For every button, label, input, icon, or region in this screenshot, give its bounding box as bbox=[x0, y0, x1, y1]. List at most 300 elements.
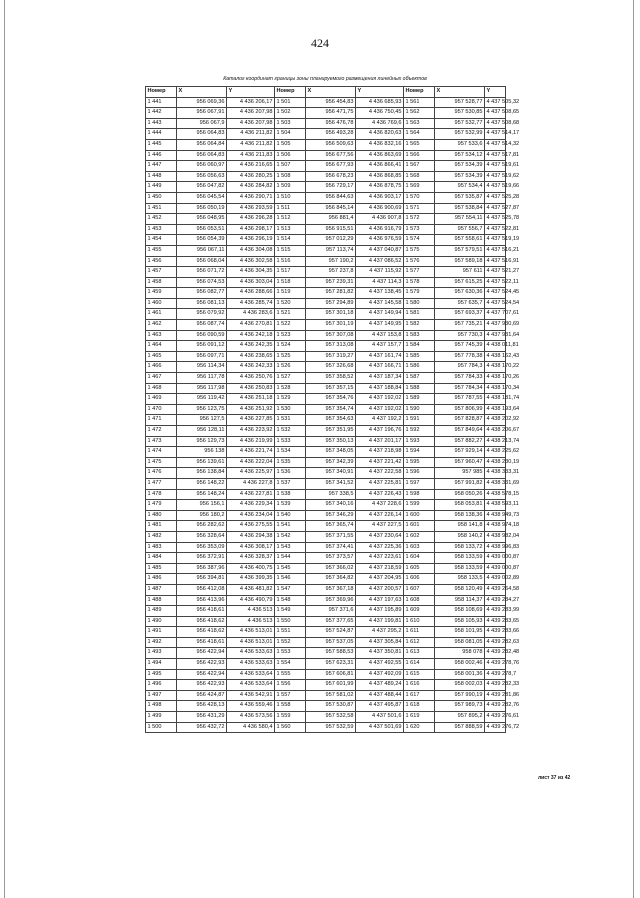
x-coordinate-cell: 956 282,62 bbox=[177, 521, 227, 532]
y-coordinate-cell: 4 436 533,64 bbox=[227, 680, 275, 691]
table-row bbox=[146, 637, 506, 648]
x-coordinate-cell: 957 354,63 bbox=[306, 415, 356, 426]
table-row bbox=[146, 171, 506, 182]
point-number-cell: 1 451 bbox=[146, 203, 177, 214]
point-number-cell: 1 555 bbox=[275, 669, 306, 680]
y-coordinate-cell: 4 439 276,61 bbox=[485, 712, 506, 723]
table-row bbox=[146, 394, 506, 405]
x-coordinate-cell: 956 050,19 bbox=[177, 203, 227, 214]
point-number-cell: 1 551 bbox=[275, 627, 306, 638]
x-coordinate-cell: 957 354,76 bbox=[306, 394, 356, 405]
y-coordinate-cell: 4 436 866,41 bbox=[356, 161, 404, 172]
y-coordinate-cell: 4 439 281,86 bbox=[485, 690, 506, 701]
y-coordinate-cell: 4 437 114,3 bbox=[356, 277, 404, 288]
x-coordinate-cell: 958 114,37 bbox=[435, 595, 485, 606]
y-coordinate-cell: 4 438 996,83 bbox=[485, 542, 506, 553]
x-coordinate-cell: 957 532,77 bbox=[435, 118, 485, 129]
x-coordinate-cell: 956 156,1 bbox=[177, 500, 227, 511]
y-coordinate-cell: 4 436 275,55 bbox=[227, 521, 275, 532]
y-coordinate-cell: 4 437 200,57 bbox=[356, 584, 404, 595]
x-coordinate-cell: 956 845,14 bbox=[306, 203, 356, 214]
x-coordinate-cell: 957 806,99 bbox=[435, 404, 485, 415]
y-coordinate-cell: 4 439 283,99 bbox=[485, 606, 506, 617]
y-coordinate-cell: 4 436 903,17 bbox=[356, 192, 404, 203]
y-coordinate-cell: 4 436 251,92 bbox=[227, 404, 275, 415]
x-coordinate-cell: 957 358,52 bbox=[306, 373, 356, 384]
point-number-cell: 1 599 bbox=[404, 500, 435, 511]
point-number-cell: 1 617 bbox=[404, 690, 435, 701]
y-coordinate-cell: 4 436 685,93 bbox=[356, 97, 404, 108]
x-coordinate-cell: 957 377,65 bbox=[306, 616, 356, 627]
x-coordinate-cell: 956 677,93 bbox=[306, 161, 356, 172]
point-number-cell: 1 532 bbox=[275, 426, 306, 437]
x-coordinate-cell: 956 045,54 bbox=[177, 192, 227, 203]
y-coordinate-cell: 4 436 533,64 bbox=[227, 669, 275, 680]
coordinates-table bbox=[145, 86, 520, 733]
x-coordinate-cell: 957 294,89 bbox=[306, 298, 356, 309]
x-coordinate-cell: 957 787,55 bbox=[435, 394, 485, 405]
x-coordinate-cell: 958 105,93 bbox=[435, 616, 485, 627]
y-coordinate-cell: 4 438 982,04 bbox=[485, 531, 506, 542]
point-number-cell: 1 522 bbox=[275, 320, 306, 331]
y-coordinate-cell: 4 437 930,69 bbox=[485, 320, 506, 331]
y-coordinate-cell: 4 437 199,81 bbox=[356, 616, 404, 627]
y-coordinate-cell: 4 437 707,61 bbox=[485, 309, 506, 320]
x-coordinate-cell: 956 881,4 bbox=[306, 214, 356, 225]
y-coordinate-cell: 4 437 086,52 bbox=[356, 256, 404, 267]
point-number-cell: 1 510 bbox=[275, 192, 306, 203]
y-coordinate-cell: 4 436 242,33 bbox=[227, 362, 275, 373]
x-coordinate-cell: 958 120,49 bbox=[435, 584, 485, 595]
table-row bbox=[146, 362, 506, 373]
table-row bbox=[146, 235, 506, 246]
x-coordinate-cell: 956 067,11 bbox=[177, 245, 227, 256]
y-coordinate-cell: 4 436 298,17 bbox=[227, 224, 275, 235]
table-row bbox=[146, 627, 506, 638]
x-coordinate-cell: 957 371,6 bbox=[306, 606, 356, 617]
y-coordinate-cell: 4 437 040,87 bbox=[356, 245, 404, 256]
y-coordinate-cell: 4 436 580,4 bbox=[227, 722, 275, 733]
y-coordinate-cell: 4 439 282,76 bbox=[485, 701, 506, 712]
point-number-cell: 1 534 bbox=[275, 447, 306, 458]
point-number-cell: 1 594 bbox=[404, 447, 435, 458]
y-coordinate-cell: 4 438 170,34 bbox=[485, 383, 506, 394]
point-number-cell: 1 512 bbox=[275, 214, 306, 225]
x-coordinate-cell: 957 534,39 bbox=[435, 171, 485, 182]
x-coordinate-cell: 957 338,5 bbox=[306, 489, 356, 500]
y-coordinate-cell: 4 437 492,55 bbox=[356, 659, 404, 670]
y-coordinate-cell: 4 437 226,43 bbox=[356, 489, 404, 500]
x-coordinate-cell: 957 630,36 bbox=[435, 288, 485, 299]
y-coordinate-cell: 4 436 399,35 bbox=[227, 574, 275, 585]
table-row bbox=[146, 574, 506, 585]
x-coordinate-cell: 956 353,09 bbox=[177, 542, 227, 553]
point-number-cell: 1 577 bbox=[404, 267, 435, 278]
point-number-cell: 1 524 bbox=[275, 341, 306, 352]
y-coordinate-cell: 4 437 227,5 bbox=[356, 521, 404, 532]
point-number-cell: 1 552 bbox=[275, 637, 306, 648]
x-coordinate-cell: 958 002,03 bbox=[435, 680, 485, 691]
y-coordinate-cell: 4 438 170,26 bbox=[485, 373, 506, 384]
y-coordinate-cell: 4 437 525,28 bbox=[485, 192, 506, 203]
x-coordinate-cell: 957 346,29 bbox=[306, 510, 356, 521]
x-coordinate-cell: 956 422,94 bbox=[177, 669, 227, 680]
table-row bbox=[146, 245, 506, 256]
y-coordinate-cell: 4 436 304,35 bbox=[227, 267, 275, 278]
x-coordinate-cell: 958 108,69 bbox=[435, 606, 485, 617]
x-coordinate-cell: 957 532,58 bbox=[306, 712, 356, 723]
point-number-cell: 1 571 bbox=[404, 203, 435, 214]
point-number-cell: 1 539 bbox=[275, 500, 306, 511]
x-coordinate-cell: 957 373,57 bbox=[306, 553, 356, 564]
point-number-cell: 1 575 bbox=[404, 245, 435, 256]
x-coordinate-cell: 957 301,18 bbox=[306, 309, 356, 320]
point-number-cell: 1 601 bbox=[404, 521, 435, 532]
point-number-cell: 1 611 bbox=[404, 627, 435, 638]
y-coordinate-cell: 4 437 514,32 bbox=[485, 139, 506, 150]
table-row bbox=[146, 351, 506, 362]
x-coordinate-cell: 956 129,73 bbox=[177, 436, 227, 447]
point-number-cell: 1 523 bbox=[275, 330, 306, 341]
table-row bbox=[146, 288, 506, 299]
y-coordinate-cell: 4 439 282,48 bbox=[485, 648, 506, 659]
point-number-cell: 1 470 bbox=[146, 404, 177, 415]
y-coordinate-cell: 4 438 974,18 bbox=[485, 521, 506, 532]
y-coordinate-cell: 4 437 195,89 bbox=[356, 606, 404, 617]
x-coordinate-cell: 957 538,84 bbox=[435, 203, 485, 214]
y-coordinate-cell: 4 436 242,18 bbox=[227, 330, 275, 341]
y-coordinate-cell: 4 438 230,19 bbox=[485, 457, 506, 468]
x-coordinate-cell: 957 364,82 bbox=[306, 574, 356, 585]
point-number-cell: 1 600 bbox=[404, 510, 435, 521]
point-number-cell: 1 528 bbox=[275, 383, 306, 394]
x-coordinate-cell: 956 071,72 bbox=[177, 267, 227, 278]
point-number-cell: 1 550 bbox=[275, 616, 306, 627]
x-coordinate-cell: 957 341,52 bbox=[306, 478, 356, 489]
point-number-cell: 1 608 bbox=[404, 595, 435, 606]
point-number-cell: 1 443 bbox=[146, 118, 177, 129]
x-coordinate-cell: 957 367,18 bbox=[306, 584, 356, 595]
table-row bbox=[146, 553, 506, 564]
point-number-cell: 1 450 bbox=[146, 192, 177, 203]
x-coordinate-cell: 956 139,61 bbox=[177, 457, 227, 468]
x-coordinate-cell: 956 418,62 bbox=[177, 616, 227, 627]
y-coordinate-cell: 4 436 868,85 bbox=[356, 171, 404, 182]
y-coordinate-cell: 4 436 211,82 bbox=[227, 129, 275, 140]
y-coordinate-cell: 4 437 522,11 bbox=[485, 277, 506, 288]
y-coordinate-cell: 4 439 282,63 bbox=[485, 637, 506, 648]
table-row bbox=[146, 595, 506, 606]
x-coordinate-cell: 956 138,84 bbox=[177, 468, 227, 479]
x-coordinate-cell: 957 588,53 bbox=[306, 648, 356, 659]
point-number-cell: 1 485 bbox=[146, 563, 177, 574]
y-coordinate-cell: 4 436 303,04 bbox=[227, 277, 275, 288]
y-coordinate-cell: 4 437 223,61 bbox=[356, 553, 404, 564]
table-row bbox=[146, 542, 506, 553]
y-coordinate-cell: 4 437 527,87 bbox=[485, 203, 506, 214]
y-coordinate-cell: 4 437 517,81 bbox=[485, 150, 506, 161]
table-row bbox=[146, 447, 506, 458]
x-coordinate-cell: 957 533,6 bbox=[435, 139, 485, 150]
y-coordinate-cell: 4 436 769,6 bbox=[356, 118, 404, 129]
table-row bbox=[146, 373, 506, 384]
x-coordinate-cell: 957 537,05 bbox=[306, 637, 356, 648]
x-coordinate-cell: 956 091,12 bbox=[177, 341, 227, 352]
point-number-cell: 1 585 bbox=[404, 351, 435, 362]
x-coordinate-cell: 957 528,77 bbox=[435, 97, 485, 108]
x-coordinate-cell: 957 990,19 bbox=[435, 690, 485, 701]
point-number-cell: 1 563 bbox=[404, 118, 435, 129]
point-number-cell: 1 545 bbox=[275, 563, 306, 574]
x-coordinate-cell: 957 784,34 bbox=[435, 383, 485, 394]
x-coordinate-cell: 956 074,53 bbox=[177, 277, 227, 288]
y-coordinate-cell: 4 437 516,21 bbox=[485, 245, 506, 256]
y-coordinate-cell: 4 437 305,84 bbox=[356, 637, 404, 648]
point-number-cell: 1 481 bbox=[146, 521, 177, 532]
x-coordinate-cell: 957 351,95 bbox=[306, 426, 356, 437]
y-coordinate-cell: 4 439 000,87 bbox=[485, 563, 506, 574]
x-coordinate-cell: 957 895,2 bbox=[435, 712, 485, 723]
table-row bbox=[146, 606, 506, 617]
table-body bbox=[146, 97, 520, 733]
x-coordinate-cell: 956 060,97 bbox=[177, 161, 227, 172]
y-coordinate-cell: 4 439 000,87 bbox=[485, 553, 506, 564]
y-coordinate-cell: 4 438 949,73 bbox=[485, 510, 506, 521]
y-coordinate-cell: 4 436 294,38 bbox=[227, 531, 275, 542]
y-coordinate-cell: 4 437 522,81 bbox=[485, 224, 506, 235]
point-number-cell: 1 456 bbox=[146, 256, 177, 267]
y-coordinate-cell: 4 439 002,89 bbox=[485, 574, 506, 585]
y-coordinate-cell: 4 436 227,85 bbox=[227, 415, 275, 426]
y-coordinate-cell: 4 436 234,04 bbox=[227, 510, 275, 521]
point-number-cell: 1 509 bbox=[275, 182, 306, 193]
x-coordinate-cell: 957 340,16 bbox=[306, 500, 356, 511]
y-coordinate-cell: 4 439 278,76 bbox=[485, 659, 506, 670]
table-row bbox=[146, 712, 506, 723]
y-coordinate-cell: 4 436 750,45 bbox=[356, 108, 404, 119]
point-number-cell: 1 504 bbox=[275, 129, 306, 140]
table-row bbox=[146, 161, 506, 172]
y-coordinate-cell: 4 436 242,35 bbox=[227, 341, 275, 352]
point-number-cell: 1 466 bbox=[146, 362, 177, 373]
y-coordinate-cell: 4 437 519,62 bbox=[485, 171, 506, 182]
y-coordinate-cell: 4 439 278,7 bbox=[485, 669, 506, 680]
point-number-cell: 1 606 bbox=[404, 574, 435, 585]
x-coordinate-cell: 957 888,59 bbox=[435, 722, 485, 733]
x-coordinate-cell: 956 064,84 bbox=[177, 139, 227, 150]
point-number-cell: 1 527 bbox=[275, 373, 306, 384]
point-number-cell: 1 505 bbox=[275, 139, 306, 150]
y-coordinate-cell: 4 436 400,75 bbox=[227, 563, 275, 574]
point-number-cell: 1 614 bbox=[404, 659, 435, 670]
y-coordinate-cell: 4 436 238,65 bbox=[227, 351, 275, 362]
x-coordinate-cell: 956 081,13 bbox=[177, 298, 227, 309]
y-coordinate-cell: 4 437 161,74 bbox=[356, 351, 404, 362]
table-row bbox=[146, 701, 506, 712]
table-row bbox=[146, 192, 506, 203]
y-coordinate-cell: 4 437 931,64 bbox=[485, 330, 506, 341]
x-coordinate-cell: 956 138 bbox=[177, 447, 227, 458]
x-coordinate-cell: 956 090,59 bbox=[177, 330, 227, 341]
y-coordinate-cell: 4 436 285,74 bbox=[227, 298, 275, 309]
table-row bbox=[146, 298, 506, 309]
table-row bbox=[146, 404, 506, 415]
point-number-cell: 1 457 bbox=[146, 267, 177, 278]
point-number-cell: 1 521 bbox=[275, 309, 306, 320]
point-number-cell: 1 448 bbox=[146, 171, 177, 182]
table-row bbox=[146, 500, 506, 511]
column-header: Номер bbox=[275, 87, 306, 98]
x-coordinate-cell: 956 079,92 bbox=[177, 309, 227, 320]
table-row bbox=[146, 648, 506, 659]
table-row bbox=[146, 97, 506, 108]
x-coordinate-cell: 956 422,94 bbox=[177, 648, 227, 659]
point-number-cell: 1 480 bbox=[146, 510, 177, 521]
point-number-cell: 1 500 bbox=[146, 722, 177, 733]
y-coordinate-cell: 4 436 293,59 bbox=[227, 203, 275, 214]
x-coordinate-cell: 956 422,93 bbox=[177, 680, 227, 691]
x-coordinate-cell: 958 101,95 bbox=[435, 627, 485, 638]
point-number-cell: 1 559 bbox=[275, 712, 306, 723]
point-number-cell: 1 441 bbox=[146, 97, 177, 108]
point-number-cell: 1 586 bbox=[404, 362, 435, 373]
point-number-cell: 1 605 bbox=[404, 563, 435, 574]
y-coordinate-cell: 4 437 295,2 bbox=[356, 627, 404, 638]
x-coordinate-cell: 957 558,61 bbox=[435, 235, 485, 246]
y-coordinate-cell: 4 437 153,8 bbox=[356, 330, 404, 341]
x-coordinate-cell: 957 326,68 bbox=[306, 362, 356, 373]
x-coordinate-cell: 957 313,08 bbox=[306, 341, 356, 352]
x-coordinate-cell: 956 432,72 bbox=[177, 722, 227, 733]
x-coordinate-cell: 957 849,64 bbox=[435, 426, 485, 437]
point-number-cell: 1 598 bbox=[404, 489, 435, 500]
y-coordinate-cell: 4 436 221,74 bbox=[227, 447, 275, 458]
table-row bbox=[146, 489, 506, 500]
point-number-cell: 1 463 bbox=[146, 330, 177, 341]
point-number-cell: 1 486 bbox=[146, 574, 177, 585]
y-coordinate-cell: 4 436 223,92 bbox=[227, 426, 275, 437]
x-coordinate-cell: 957 960,47 bbox=[435, 457, 485, 468]
y-coordinate-cell: 4 436 206,17 bbox=[227, 97, 275, 108]
point-number-cell: 1 513 bbox=[275, 224, 306, 235]
table-row bbox=[146, 224, 506, 235]
point-number-cell: 1 581 bbox=[404, 309, 435, 320]
x-coordinate-cell: 957 611 bbox=[435, 267, 485, 278]
table-row bbox=[146, 214, 506, 225]
y-coordinate-cell: 4 436 513,01 bbox=[227, 627, 275, 638]
y-coordinate-cell: 4 436 573,56 bbox=[227, 712, 275, 723]
x-coordinate-cell: 956 082,77 bbox=[177, 288, 227, 299]
x-coordinate-cell: 956 114,34 bbox=[177, 362, 227, 373]
point-number-cell: 1 469 bbox=[146, 394, 177, 405]
x-coordinate-cell: 956 915,51 bbox=[306, 224, 356, 235]
table-row bbox=[146, 341, 506, 352]
y-coordinate-cell: 4 437 225,36 bbox=[356, 542, 404, 553]
y-coordinate-cell: 4 436 290,71 bbox=[227, 192, 275, 203]
x-coordinate-cell: 957 730,3 bbox=[435, 330, 485, 341]
x-coordinate-cell: 956 148,24 bbox=[177, 489, 227, 500]
point-number-cell: 1 462 bbox=[146, 320, 177, 331]
point-number-cell: 1 471 bbox=[146, 415, 177, 426]
point-number-cell: 1 449 bbox=[146, 182, 177, 193]
point-number-cell: 1 574 bbox=[404, 235, 435, 246]
y-coordinate-cell: 4 437 508,68 bbox=[485, 118, 506, 129]
point-number-cell: 1 491 bbox=[146, 627, 177, 638]
point-number-cell: 1 474 bbox=[146, 447, 177, 458]
y-coordinate-cell: 4 436 513,01 bbox=[227, 637, 275, 648]
x-coordinate-cell: 958 140,2 bbox=[435, 531, 485, 542]
y-coordinate-cell: 4 436 513 bbox=[227, 616, 275, 627]
x-coordinate-cell: 957 589,18 bbox=[435, 256, 485, 267]
x-coordinate-cell: 956 729,17 bbox=[306, 182, 356, 193]
point-number-cell: 1 615 bbox=[404, 669, 435, 680]
table-row bbox=[146, 659, 506, 670]
y-coordinate-cell: 4 437 201,17 bbox=[356, 436, 404, 447]
x-coordinate-cell: 957 190,2 bbox=[306, 256, 356, 267]
point-number-cell: 1 557 bbox=[275, 690, 306, 701]
point-number-cell: 1 573 bbox=[404, 224, 435, 235]
point-number-cell: 1 602 bbox=[404, 531, 435, 542]
y-coordinate-cell: 4 436 308,17 bbox=[227, 542, 275, 553]
y-coordinate-cell: 4 438 011,81 bbox=[485, 341, 506, 352]
x-coordinate-cell: 957 556,7 bbox=[435, 224, 485, 235]
x-coordinate-cell: 957 929,14 bbox=[435, 447, 485, 458]
point-number-cell: 1 570 bbox=[404, 192, 435, 203]
point-number-cell: 1 479 bbox=[146, 500, 177, 511]
point-number-cell: 1 546 bbox=[275, 574, 306, 585]
y-coordinate-cell: 4 437 192,2 bbox=[356, 415, 404, 426]
x-coordinate-cell: 957 534,12 bbox=[435, 150, 485, 161]
point-number-cell: 1 493 bbox=[146, 648, 177, 659]
x-coordinate-cell: 957 615,25 bbox=[435, 277, 485, 288]
point-number-cell: 1 591 bbox=[404, 415, 435, 426]
y-coordinate-cell: 4 436 533,63 bbox=[227, 648, 275, 659]
point-number-cell: 1 525 bbox=[275, 351, 306, 362]
y-coordinate-cell: 4 437 226,14 bbox=[356, 510, 404, 521]
y-coordinate-cell: 4 436 976,59 bbox=[356, 235, 404, 246]
x-coordinate-cell: 956 148,22 bbox=[177, 478, 227, 489]
x-coordinate-cell: 956 428,13 bbox=[177, 701, 227, 712]
y-coordinate-cell: 4 439 284,27 bbox=[485, 595, 506, 606]
y-coordinate-cell: 4 436 211,82 bbox=[227, 139, 275, 150]
y-coordinate-cell: 4 436 302,58 bbox=[227, 256, 275, 267]
x-coordinate-cell: 957 535,87 bbox=[435, 192, 485, 203]
y-coordinate-cell: 4 436 284,82 bbox=[227, 182, 275, 193]
point-number-cell: 1 620 bbox=[404, 722, 435, 733]
point-number-cell: 1 593 bbox=[404, 436, 435, 447]
table-row bbox=[146, 277, 506, 288]
point-number-cell: 1 460 bbox=[146, 298, 177, 309]
x-coordinate-cell: 956 087,74 bbox=[177, 320, 227, 331]
point-number-cell: 1 494 bbox=[146, 659, 177, 670]
table-row bbox=[146, 182, 506, 193]
y-coordinate-cell: 4 436 533,63 bbox=[227, 659, 275, 670]
x-coordinate-cell: 957 365,74 bbox=[306, 521, 356, 532]
table-row bbox=[146, 150, 506, 161]
x-coordinate-cell: 958 133,59 bbox=[435, 563, 485, 574]
y-coordinate-cell: 4 437 166,71 bbox=[356, 362, 404, 373]
y-coordinate-cell: 4 437 525,78 bbox=[485, 214, 506, 225]
y-coordinate-cell: 4 436 283,6 bbox=[227, 309, 275, 320]
y-coordinate-cell: 4 436 832,16 bbox=[356, 139, 404, 150]
x-coordinate-cell: 957 366,02 bbox=[306, 563, 356, 574]
x-coordinate-cell: 957 778,38 bbox=[435, 351, 485, 362]
y-coordinate-cell: 4 438 593,11 bbox=[485, 500, 506, 511]
table-row bbox=[146, 256, 506, 267]
x-coordinate-cell: 956 067,91 bbox=[177, 108, 227, 119]
y-coordinate-cell: 4 437 516,91 bbox=[485, 256, 506, 267]
x-coordinate-cell: 956 056,63 bbox=[177, 171, 227, 182]
